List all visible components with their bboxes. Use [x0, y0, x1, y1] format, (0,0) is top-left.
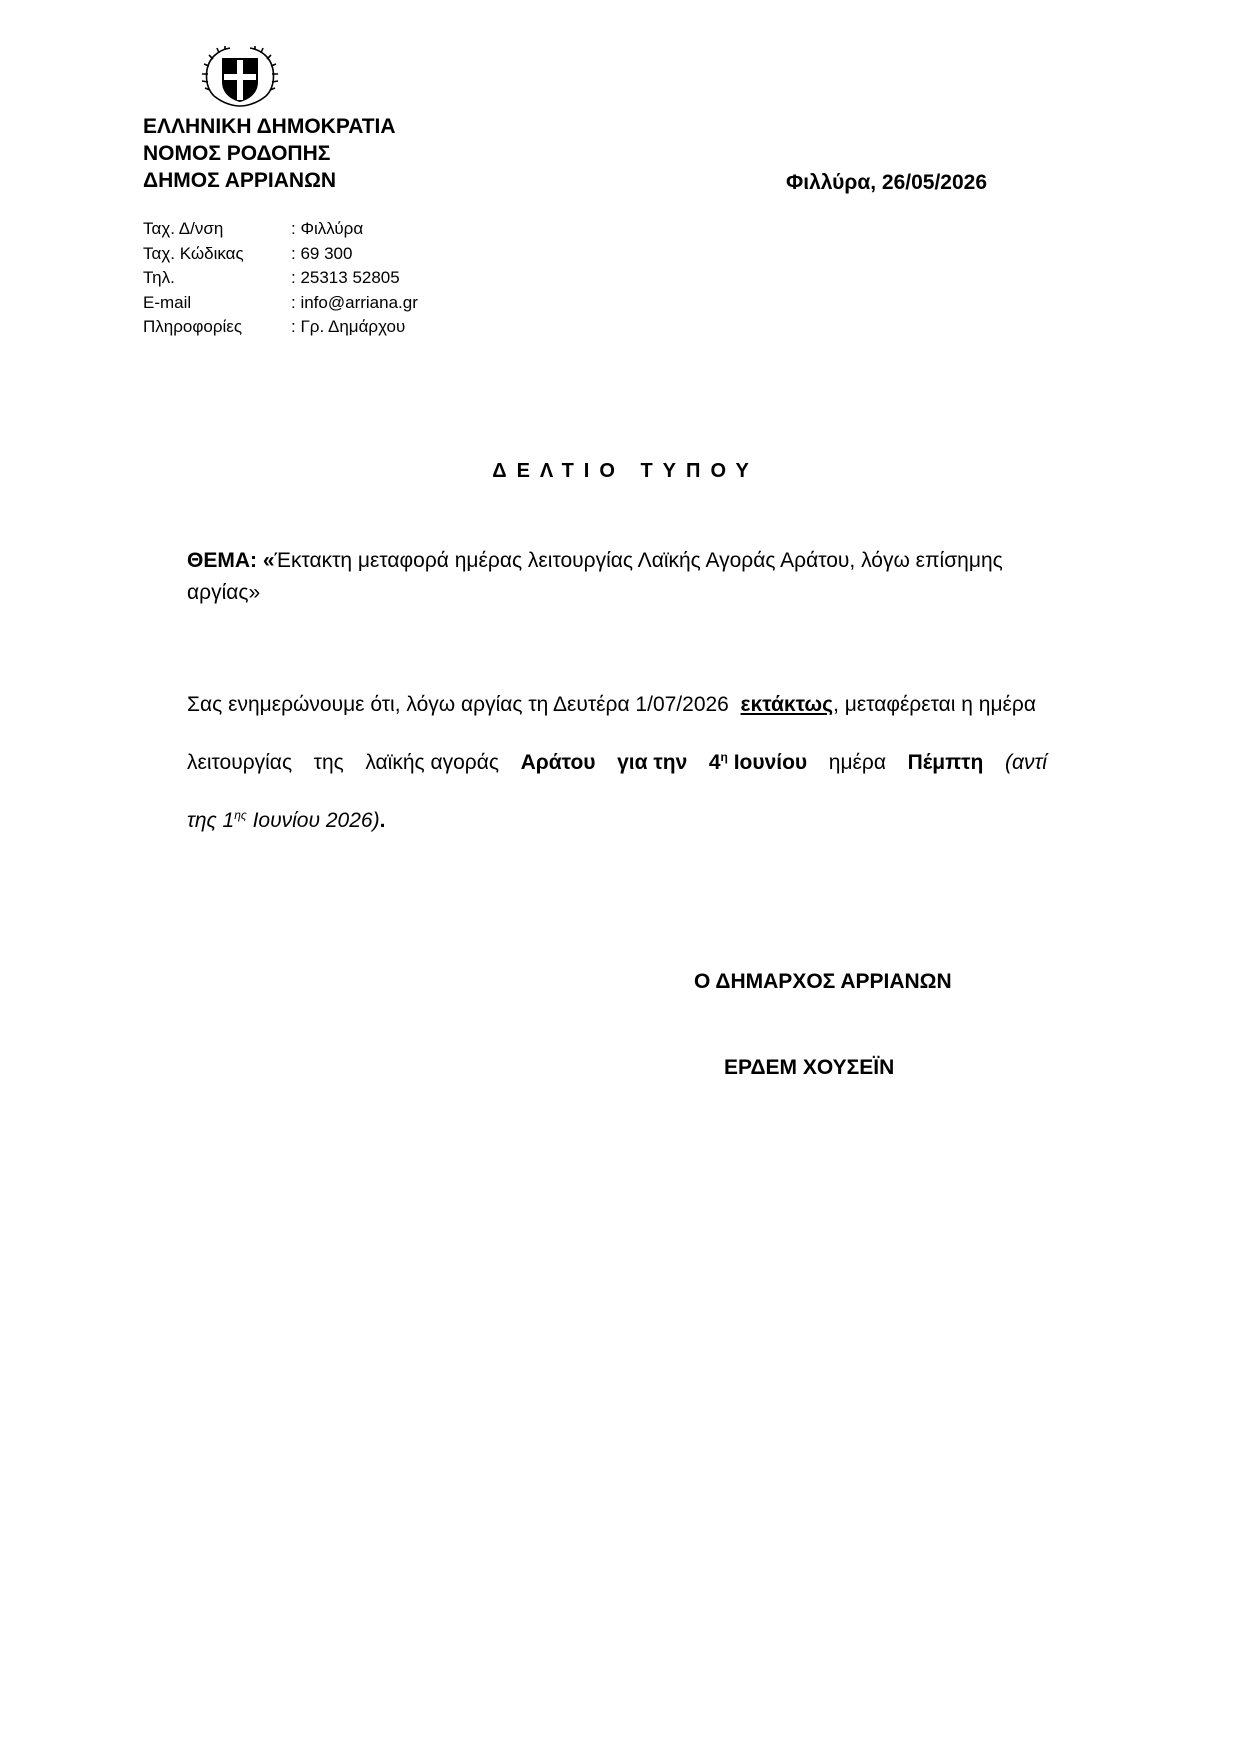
body-text-segment: Σας ενημερώνουμε ότι, λόγω αργίας τη Δευτέρα 1/07/2026 — [187, 693, 729, 716]
body-line-1 — [187, 676, 1047, 734]
body-new-date-month: Ιουνίου — [727, 751, 808, 774]
body-ordinal-suffix: ης — [234, 808, 247, 822]
contact-label: Πληροφορίες — [143, 317, 243, 336]
subject-text: Έκτακτη μεταφορά ημέρας λειτουργίας Λαϊκής Αγοράς Αράτου, λόγω επίσημης αργίας» — [187, 549, 1003, 604]
body-text-segment: λαϊκής αγοράς — [365, 751, 500, 774]
subject-label: ΘΕΜΑ: — [187, 549, 257, 572]
body-period: . — [379, 809, 386, 832]
contact-value: : 25313 52805 — [291, 268, 400, 287]
contact-label: Ταχ. Δ/νση — [143, 219, 224, 238]
document-date: Φιλλύρα, 26/05/2026 — [786, 171, 988, 194]
body-new-date-day: 4 — [708, 751, 721, 774]
contact-value: : Φιλλύρα — [291, 219, 364, 238]
contact-label: E-mail — [143, 292, 192, 312]
signature-role: Ο ΔΗΜΑΡΧΟΣ ΑΡΡΙΑΝΩΝ — [694, 970, 952, 993]
body-text-segment: ημέρα — [828, 751, 886, 774]
body-line-3 — [187, 792, 1047, 850]
contact-row-phone — [143, 266, 418, 291]
contact-row-info — [143, 315, 418, 340]
body-original-date-day: της 1 — [187, 809, 235, 832]
contact-value: : 69 300 — [291, 243, 353, 263]
body-weekday: Πέμπτη — [907, 751, 984, 774]
body-text-segment: λειτουργίας — [187, 751, 293, 774]
announcement-body — [187, 676, 1047, 850]
body-text-segment: για την — [617, 751, 688, 774]
body-market-name: Αράτου — [520, 751, 596, 774]
body-text-segment: της — [313, 751, 344, 774]
body-text-segment: (αντί — [1004, 751, 1047, 774]
contact-value: : Γρ. Δημάρχου — [291, 317, 406, 336]
contact-details — [143, 217, 418, 340]
header-prefecture: ΝΟΜΟΣ ΡΟΔΟΠΗΣ — [143, 142, 331, 165]
issuer-header — [143, 113, 396, 194]
coat-of-arms-emblem — [200, 44, 280, 108]
header-country: ΕΛΛΗΝΙΚΗ ΔΗΜΟΚΡΑΤΙΑ — [143, 115, 396, 138]
contact-row-email — [143, 291, 418, 316]
body-ordinal-suffix: η — [720, 750, 728, 764]
contact-label: Ταχ. Κώδικας — [143, 243, 244, 263]
body-original-date-rest: Ιουνίου 2026) — [246, 809, 380, 832]
header-municipality: ΔΗΜΟΣ ΑΡΡΙΑΝΩΝ — [143, 169, 337, 192]
signature-name: ΕΡΔΕΜ ΧΟΥΣΕΪΝ — [724, 1056, 895, 1079]
contact-row-address — [143, 217, 418, 242]
subject-paragraph — [187, 545, 1057, 609]
body-line-2 — [187, 734, 1047, 792]
contact-value: : info@arriana.gr — [291, 292, 418, 312]
body-emphasis-urgent: εκτάκτως — [740, 693, 834, 716]
body-text-segment: , μεταφέρεται η ημέρα — [833, 693, 1036, 716]
press-release-title: ΔΕΛΤΙΟ ΤΥΠΟΥ — [492, 460, 759, 482]
contact-label: Τηλ. — [143, 268, 175, 287]
contact-row-postcode — [143, 242, 418, 267]
subject-open-quote: « — [257, 549, 275, 572]
